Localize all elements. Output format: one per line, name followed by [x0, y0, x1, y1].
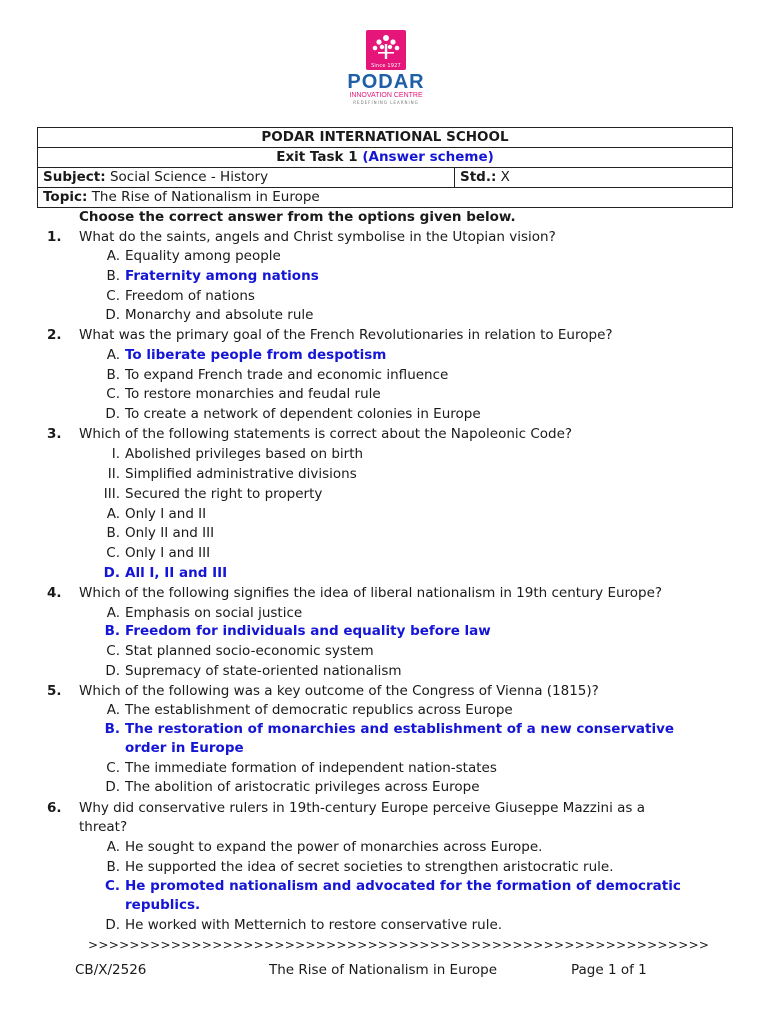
topic-cell — [38, 188, 733, 208]
std-label: Std.: — [460, 169, 497, 185]
question-number: 3. — [47, 426, 62, 442]
topic-label: Topic: — [43, 189, 88, 205]
subject-label: Subject: — [43, 169, 106, 185]
question-number: 2. — [47, 327, 62, 343]
header-table — [37, 127, 733, 208]
question-text: Why did conservative rulers in 19th-century Europe perceive Giuseppe Mazzini as a — [79, 800, 645, 816]
logo-subtitle: INNOVATION CENTRE — [349, 92, 423, 99]
question-number: 4. — [47, 585, 62, 601]
std-cell — [455, 168, 733, 188]
subject-cell — [38, 168, 455, 188]
school-name: PODAR INTERNATIONAL SCHOOL — [38, 128, 733, 148]
topic-value: The Rise of Nationalism in Europe — [91, 189, 320, 205]
task-title — [38, 148, 733, 168]
logo-since: Since 1927 — [371, 63, 401, 69]
question-text: Which of the following was a key outcome of the Congress of Vienna (1815)? — [79, 683, 599, 699]
answer-scheme-note: (Answer scheme) — [362, 149, 494, 165]
instruction: Choose the correct answer from the options given below. — [79, 209, 516, 225]
question-text: What was the primary goal of the French Revolutionaries in relation to Europe? — [79, 327, 613, 343]
question-number: 1. — [47, 229, 62, 245]
school-logo — [338, 30, 434, 108]
question-text: Which of the following statements is correct about the Napoleonic Code? — [79, 426, 573, 442]
question-number: 5. — [47, 683, 62, 699]
std-value: X — [500, 169, 510, 185]
logo-tagline: REDEFINING LEARNING — [353, 100, 419, 105]
logo-name: PODAR — [347, 71, 425, 93]
task-name: Exit Task 1 — [276, 149, 358, 165]
subject-value: Social Science - History — [109, 169, 269, 185]
logo-emblem — [366, 30, 406, 70]
question-number: 6. — [47, 800, 62, 816]
question-text: Which of the following signifies the idea of liberal nationalism in 19th century Europe? — [79, 585, 663, 601]
footer-title: The Rise of Nationalism in Europe — [269, 962, 498, 978]
footer-page: Page 1 of 1 — [571, 962, 647, 978]
question-text: What do the saints, angels and Christ symbolise in the Utopian vision? — [79, 229, 556, 245]
footer-code: CB/X/2526 — [75, 962, 147, 978]
end-marker: >>>>>>>>>>>>>>>>>>>>>>>>>>>>>>>>>>>>>>>>>>>>>>>>>>>>>>>>>>>> — [88, 938, 710, 952]
